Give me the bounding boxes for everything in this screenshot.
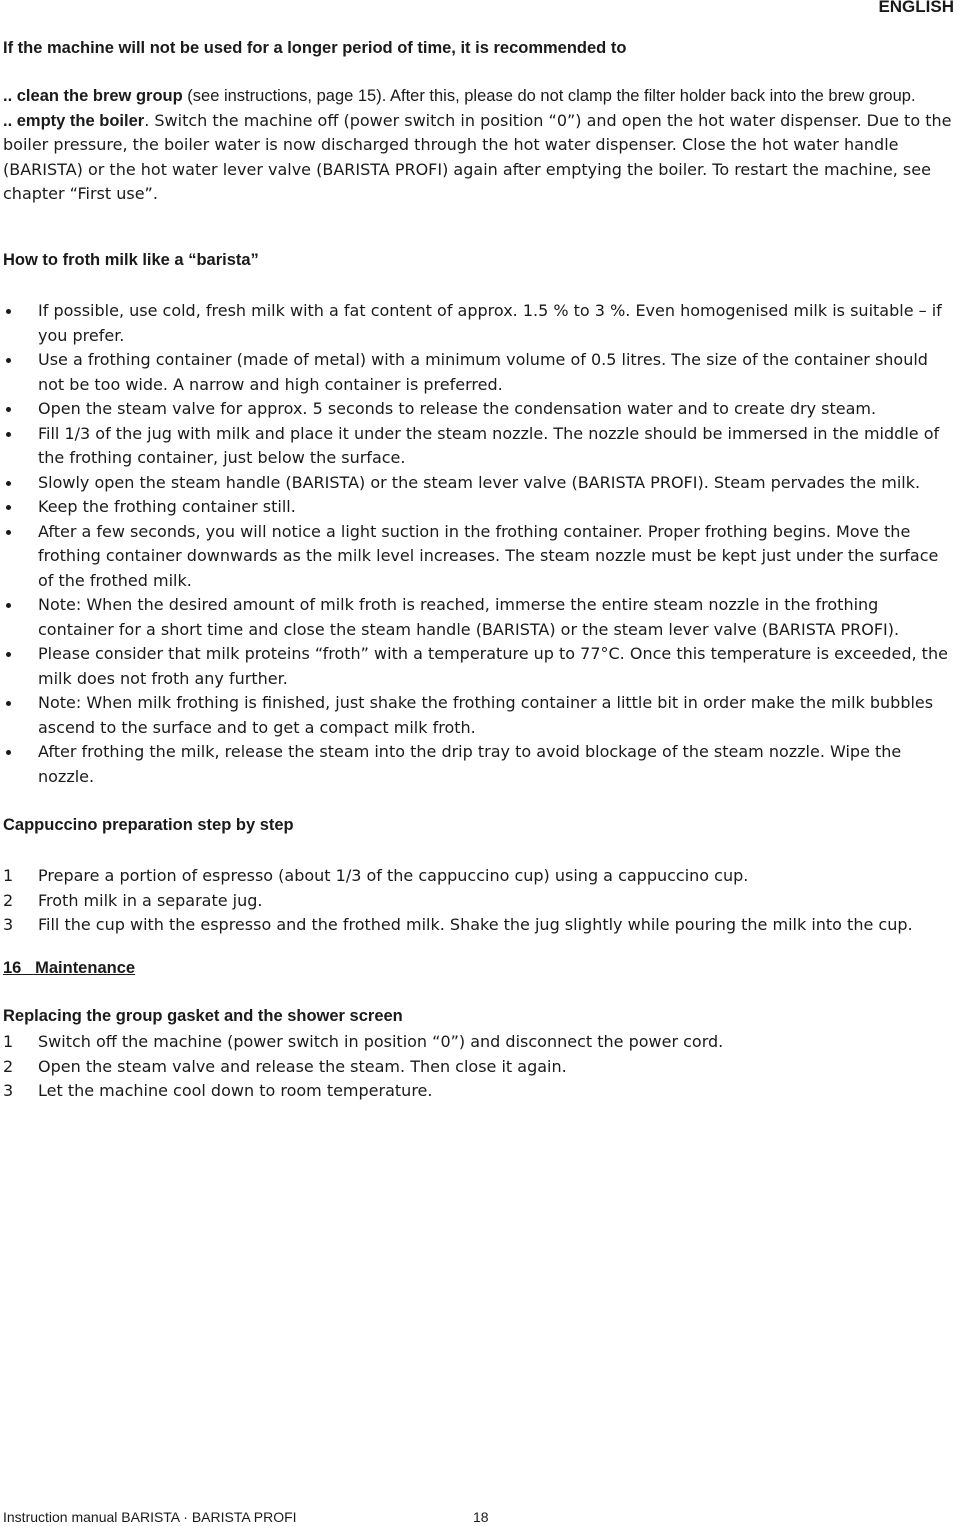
list-item: Slowly open the steam handle (BARISTA) or the steam lever valve (BARISTA PROFI). Steam pervades the milk. xyxy=(3,471,953,496)
step-text: Open the steam valve and release the steam. Then close it again. xyxy=(38,1056,567,1076)
step-text: Prepare a portion of espresso (about 1/3 of the cappuccino cup) using a cappuccino cup. xyxy=(38,866,749,885)
froth-heading: How to froth milk like a “barista” xyxy=(3,251,259,269)
step-item xyxy=(3,1055,953,1080)
step-text: Let the machine cool down to room temperature. xyxy=(38,1081,433,1100)
clean-paragraph xyxy=(3,84,953,109)
empty-lead: .. empty the boiler xyxy=(3,111,145,130)
cappuccino-steps-container xyxy=(3,864,953,938)
step-number: 2 xyxy=(3,890,14,910)
step-number: 2 xyxy=(3,1056,14,1076)
list-item: Note: When the desired amount of milk froth is reached, immerse the entire steam nozzle in the frothing container for a short time and close the steam handle (BARISTA) or the steam lever valve (BARISTA PROFI). xyxy=(3,593,953,642)
intro-section xyxy=(3,36,953,207)
froth-list xyxy=(3,299,953,789)
page-footer xyxy=(3,1509,489,1525)
step-number: 3 xyxy=(3,1081,14,1100)
step-text: Switch off the machine (power switch in position “0”) and disconnect the power cord. xyxy=(38,1032,724,1051)
gasket-section xyxy=(3,1007,953,1026)
intro-heading: If the machine will not be used for a longer period of time, it is recommended to xyxy=(3,39,627,57)
step-item xyxy=(3,1079,953,1104)
cappuccino-heading: Cappuccino preparation step by step xyxy=(3,816,294,834)
list-item: Keep the frothing container still. xyxy=(3,495,953,520)
maintenance-section xyxy=(3,959,953,978)
clean-lead: .. clean the brew group xyxy=(3,87,183,105)
cappuccino-section xyxy=(3,816,953,835)
list-item: Note: When milk frothing is finished, just shake the frothing container a little bit in order make the milk bubbles ascend to the surface and to get a compact milk froth. xyxy=(3,691,953,740)
step-text: Fill the cup with the espresso and the frothed milk. Shake the jug slightly while pouring the milk into the cup. xyxy=(38,915,913,934)
froth-section xyxy=(3,251,953,270)
step-item xyxy=(3,864,953,889)
page-number: 18 xyxy=(473,1509,489,1525)
step-item xyxy=(3,889,953,914)
step-number: 3 xyxy=(3,915,14,934)
gasket-heading: Replacing the group gasket and the shower screen xyxy=(3,1007,403,1025)
maintenance-heading: 16 Maintenance xyxy=(3,959,136,977)
maintenance-steps-container xyxy=(3,1030,953,1104)
step-item xyxy=(3,1030,953,1055)
language-label: ENGLISH xyxy=(878,0,954,16)
list-item: After a few seconds, you will notice a light suction in the frothing container. Proper frothing begins. Move the frothing container downwards as the milk level increases. The steam nozzle must be kept just under the surface of the frothed milk. xyxy=(3,520,953,594)
froth-list-container xyxy=(3,299,953,789)
list-item: If possible, use cold, fresh milk with a fat content of approx. 1.5 % to 3 %. Even homogenised milk is suitable – if you prefer. xyxy=(3,299,953,348)
list-item: After frothing the milk, release the steam into the drip tray to avoid blockage of the steam nozzle. Wipe the nozzle. xyxy=(3,740,953,789)
empty-paragraph xyxy=(3,109,953,207)
list-item: Please consider that milk proteins “froth” with a temperature up to 77°C. Once this temperature is exceeded, the milk does not froth any further. xyxy=(3,642,953,691)
step-item xyxy=(3,913,953,938)
list-item: Open the steam valve for approx. 5 seconds to release the condensation water and to create dry steam. xyxy=(3,397,953,422)
step-text: Froth milk in a separate jug. xyxy=(38,890,263,910)
cappuccino-steps xyxy=(3,864,953,938)
step-number: 1 xyxy=(3,1032,14,1051)
empty-text: . Switch the machine off (power switch in position “0”) and open the hot water dispenser. Due to the boiler pressure, the boiler water is now discharged through the hot water dispenser. Close the hot water handle (BARISTA) or the hot water lever valve (BARISTA PROFI) again after emptying the boiler. To restart the machine, see chapter “First use”. xyxy=(3,110,952,203)
list-item: Use a frothing container (made of metal) with a minimum volume of 0.5 litres. The size of the container should not be too wide. A narrow and high container is preferred. xyxy=(3,348,953,397)
list-item: Fill 1/3 of the jug with milk and place it under the steam nozzle. The nozzle should be immersed in the middle of the frothing container, just below the surface. xyxy=(3,422,953,471)
manual-title: Instruction manual BARISTA · BARISTA PROFI xyxy=(3,1509,297,1525)
step-number: 1 xyxy=(3,866,14,885)
maintenance-steps xyxy=(3,1030,953,1104)
clean-text: (see instructions, page 15). After this, please do not clamp the filter holder back into the brew group. xyxy=(182,87,916,105)
